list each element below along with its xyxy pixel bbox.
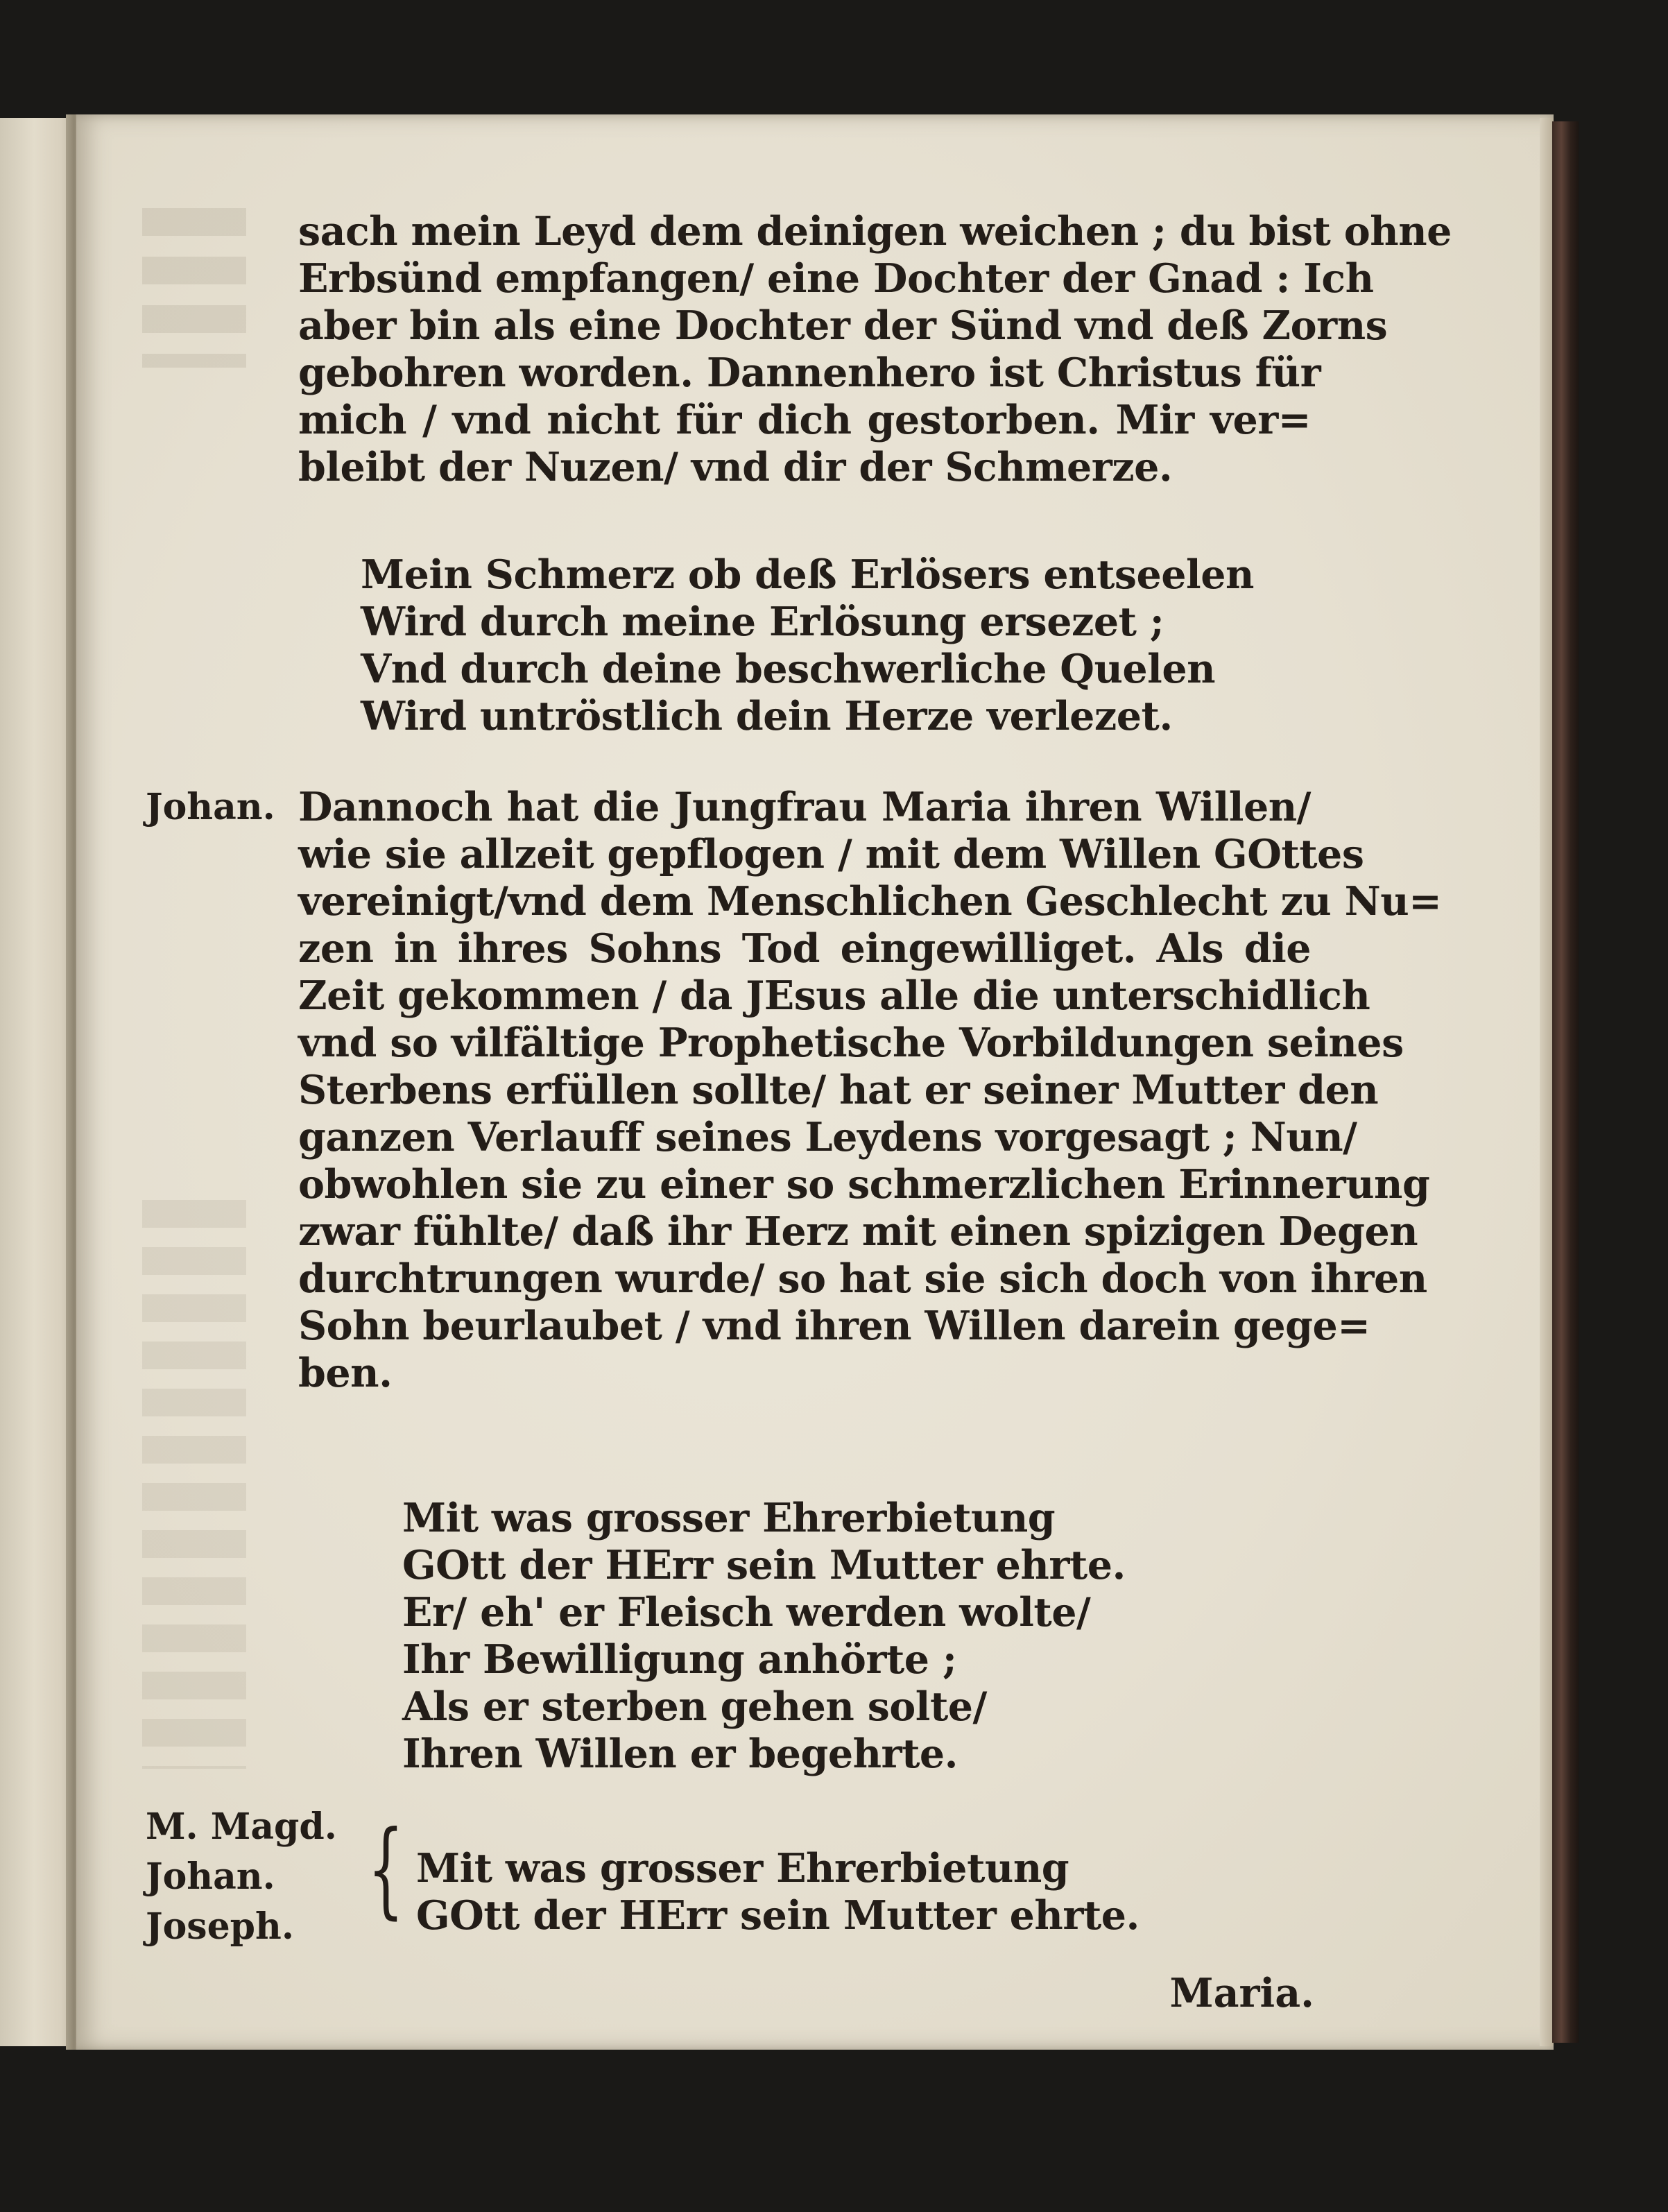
- text-line: Dannoch hat die Jungfrau Maria ihren Willen/: [298, 784, 1311, 830]
- verse-line: GOtt der HErr sein Mutter ehrte.: [416, 1892, 1140, 1939]
- text-line: ben.: [298, 1350, 393, 1396]
- chorus-speaker: Johan.: [146, 1855, 275, 1898]
- chorus-verse: [416, 1845, 1140, 1939]
- verse-line: GOtt der HErr sein Mutter ehrte.: [402, 1542, 1126, 1588]
- verse-1: [361, 551, 1254, 740]
- show-through-shadow: [142, 208, 246, 368]
- text-line: zwar fühlte/ daß ihr Herz mit einen spizigen Degen: [298, 1208, 1418, 1255]
- text-line: gebohren worden. Dannenhero ist Christus für: [298, 350, 1321, 396]
- paragraph-1: [298, 208, 1452, 491]
- verse-2: [402, 1495, 1126, 1778]
- text-line: zen in ihres Sohns Tod eingewilliget. Als die: [298, 925, 1311, 972]
- book-binding-edge: [1552, 121, 1579, 2043]
- previous-page-edge: [0, 118, 76, 2046]
- show-through-shadow: [142, 1200, 246, 1769]
- catchword: Maria.: [1169, 1970, 1314, 2016]
- verse-line: Mit was grosser Ehrerbietung: [402, 1495, 1056, 1541]
- chorus-speaker: M. Magd.: [146, 1806, 337, 1848]
- text-line: Erbsünd empfangen/ eine Dochter der Gnad : Ich: [298, 255, 1374, 302]
- verse-line: Ihr Bewilligung anhörte ;: [402, 1636, 957, 1683]
- page-edge: [1540, 118, 1554, 2046]
- verse-line: Als er sterben gehen solte/: [402, 1683, 987, 1730]
- verse-line: Er/ eh' er Fleisch werden wolte/: [402, 1589, 1091, 1636]
- verse-line: Ihren Willen er begehrte.: [402, 1731, 958, 1777]
- text-line: vereinigt/vnd dem Menschlichen Geschlecht zu Nu=: [298, 878, 1442, 925]
- chorus-bracket: {: [368, 1809, 404, 1930]
- text-line: wie sie allzeit gepflogen / mit dem Willen GOttes: [298, 831, 1364, 877]
- text-line: durchtrungen wurde/ so hat sie sich doch von ihren: [298, 1255, 1427, 1302]
- text-line: Zeit gekommen / da JEsus alle die unterschidlich: [298, 972, 1370, 1019]
- text-line: obwohlen sie zu einer so schmerzlichen Erinnerung: [298, 1161, 1430, 1208]
- verse-line: Wird untröstlich dein Herze verlezet.: [361, 693, 1173, 739]
- verse-line: Vnd durch deine beschwerliche Quelen: [361, 646, 1216, 692]
- text-line: vnd so vilfältige Prophetische Vorbildungen seines: [298, 1020, 1404, 1066]
- text-line: aber bin als eine Dochter der Sünd vnd deß Zorns: [298, 302, 1388, 349]
- text-line: mich / vnd nicht für dich gestorben. Mir ver=: [298, 397, 1311, 443]
- text-line: sach mein Leyd dem deinigen weichen ; du bist ohne: [298, 208, 1452, 255]
- verse-line: Mein Schmerz ob deß Erlösers entseelen: [361, 551, 1254, 598]
- text-line: Sterbens erfüllen sollte/ hat er seiner Mutter den: [298, 1067, 1379, 1113]
- text-line: Sohn beurlaubet / vnd ihren Willen darein gege=: [298, 1303, 1370, 1349]
- paragraph-2: [298, 784, 1442, 1397]
- text-line: bleibt der Nuzen/ vnd dir der Schmerze.: [298, 444, 1173, 490]
- chorus-speaker: Joseph.: [146, 1905, 294, 1948]
- text-line: ganzen Verlauff seines Leydens vorgesagt ; Nun/: [298, 1114, 1357, 1160]
- verse-line: Mit was grosser Ehrerbietung: [416, 1845, 1069, 1892]
- verse-line: Wird durch meine Erlösung ersezet ;: [361, 599, 1164, 645]
- speaker-label: Johan.: [146, 786, 275, 828]
